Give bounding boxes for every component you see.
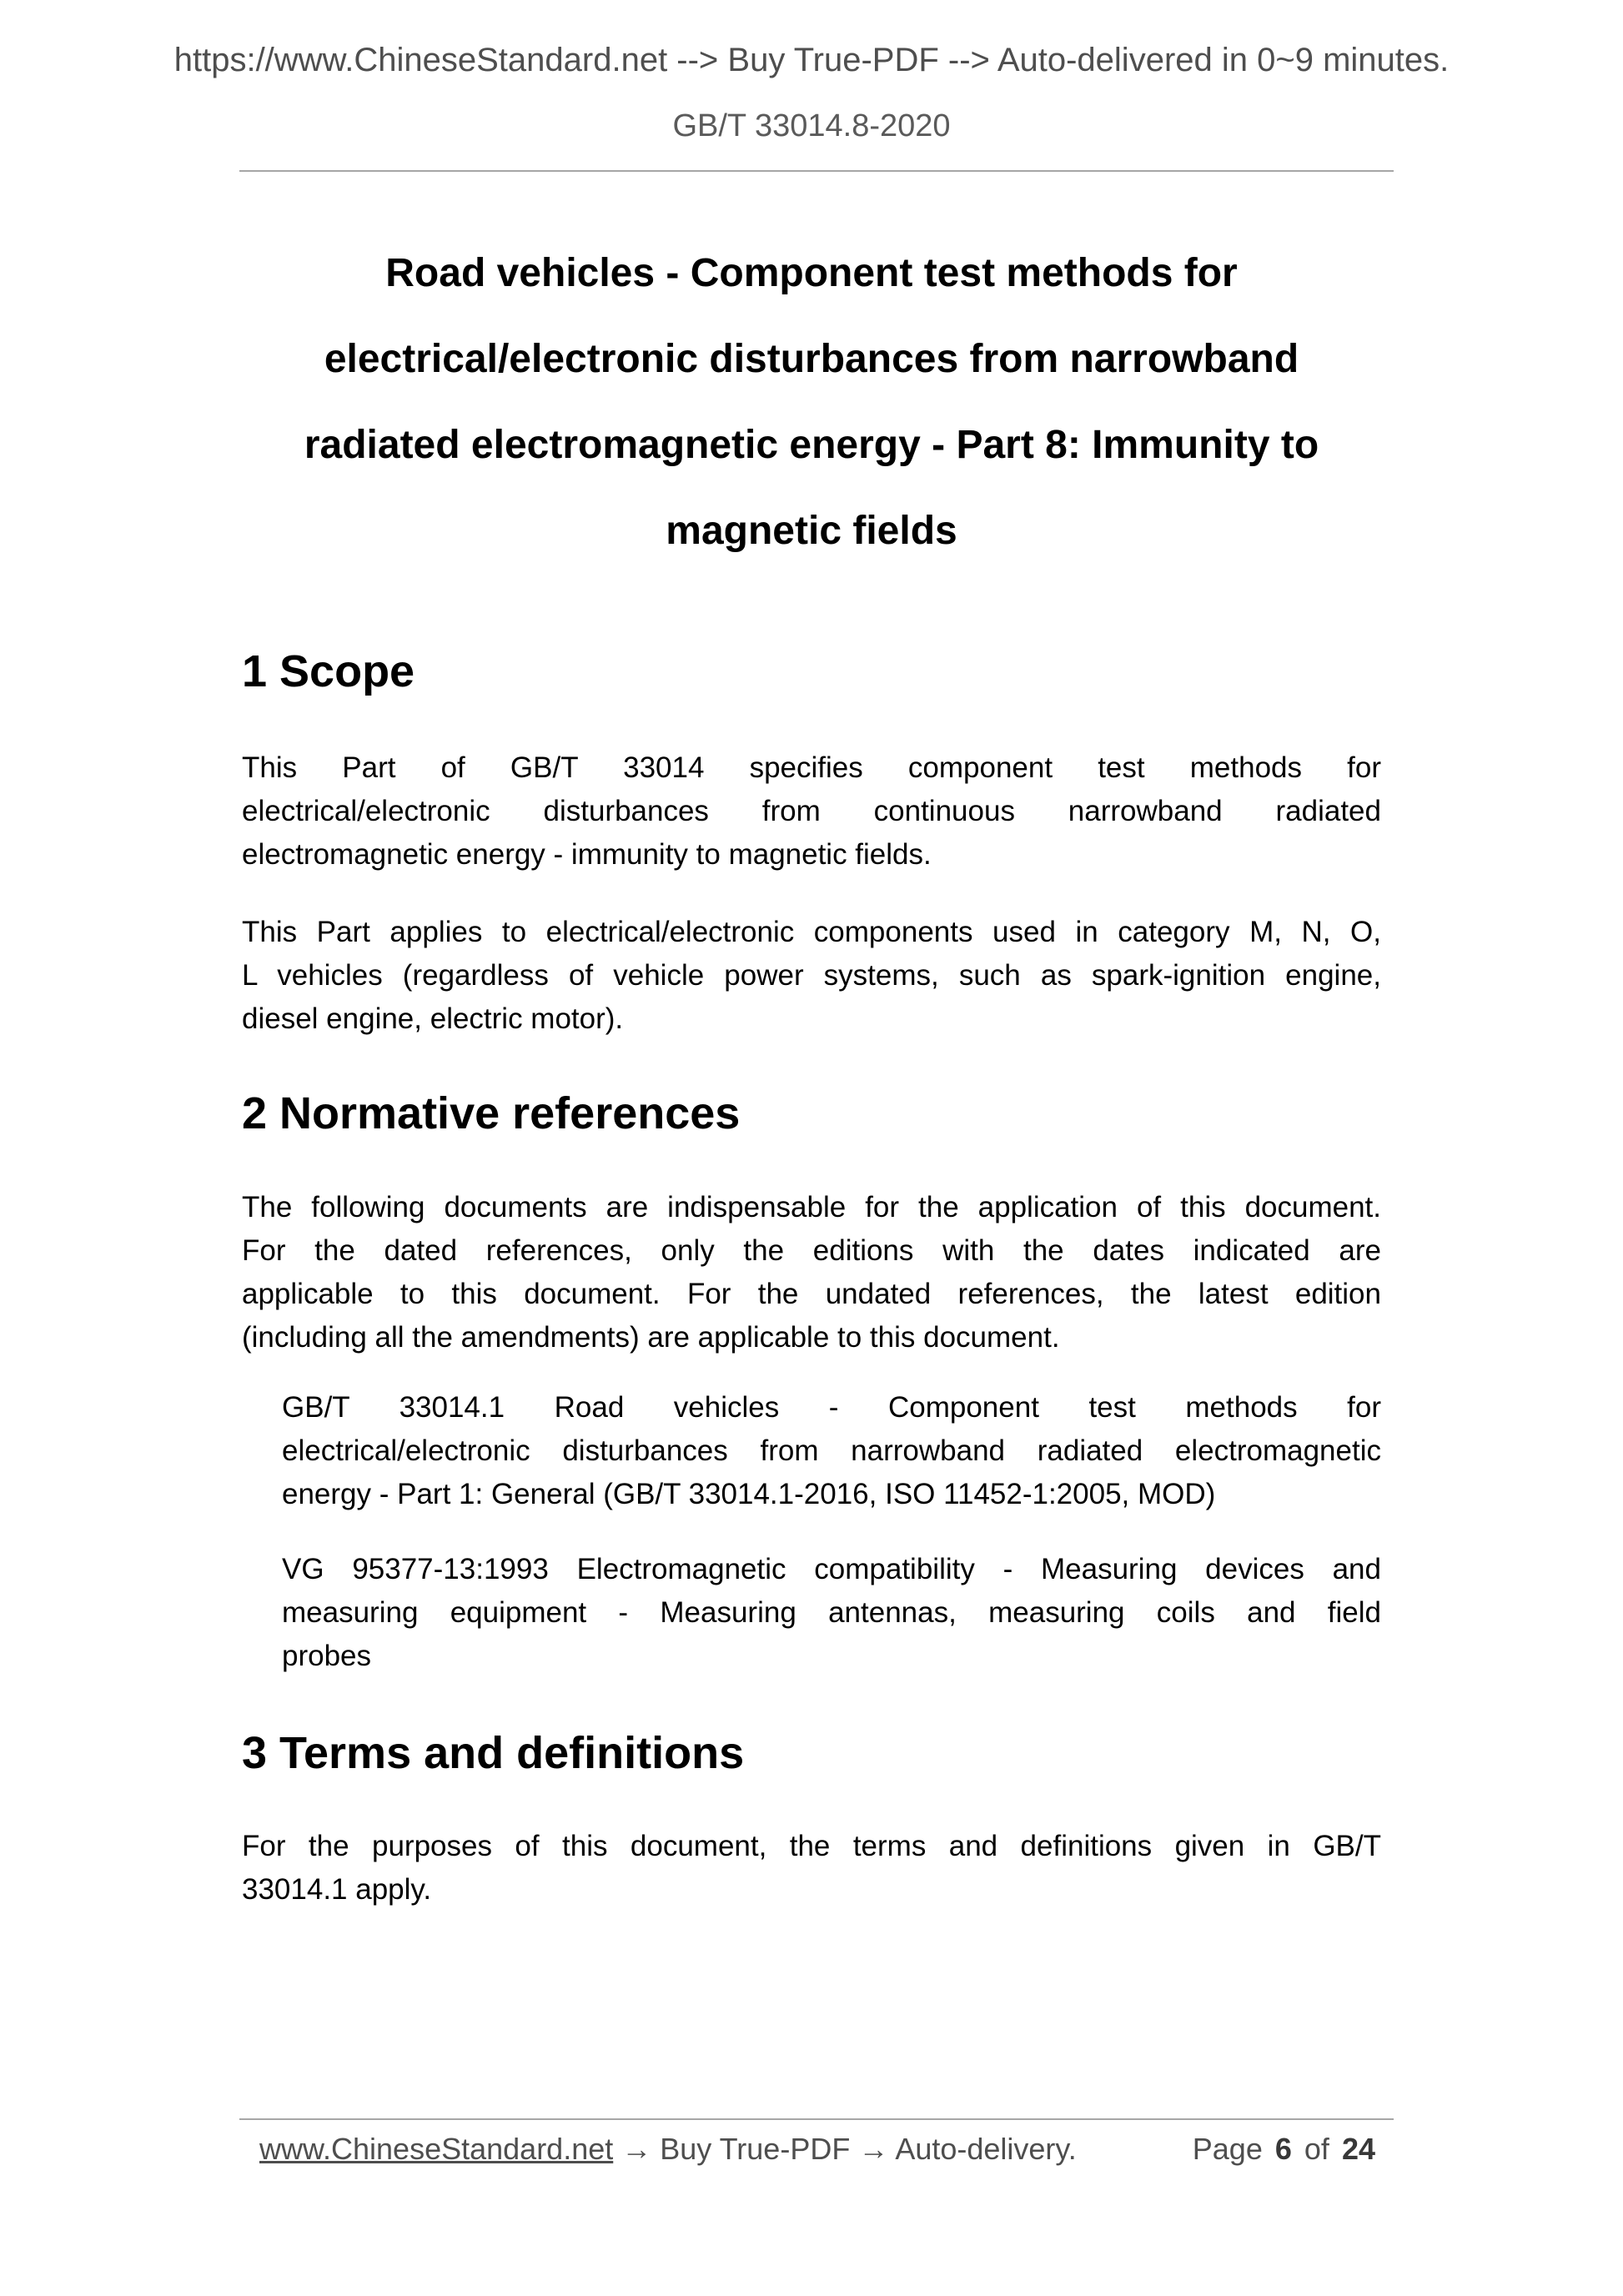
text-line: For the purposes of this document, the terms and definitions given in GB/T [242, 1830, 1381, 1862]
text-line: diesel engine, electric motor). [242, 1002, 624, 1035]
text-line: The following documents are indispensable for the application of this document. [242, 1191, 1381, 1223]
text-line: energy - Part 1: General (GB/T 33014.1-2016, ISO 11452-1:2005, MOD) [282, 1478, 1216, 1510]
text-line: electrical/electronic disturbances from continuous narrowband radiated [242, 795, 1381, 827]
text-line: (including all the amendments) are applicable to this document. [242, 1321, 1060, 1354]
page-footer [239, 2132, 1394, 2167]
title-line: Road vehicles - Component test methods for [385, 251, 1238, 295]
footer-link[interactable]: www.ChineseStandard.net [259, 2132, 614, 2166]
text-line: This Part applies to electrical/electronic components used in category M, N, O, [242, 916, 1381, 948]
of-label: of [1304, 2132, 1329, 2166]
text-line: For the dated references, only the editions with the dates indicated are [242, 1234, 1381, 1267]
reference-item [282, 1386, 1381, 1516]
page-indicator [1193, 2132, 1394, 2167]
text-line: GB/T 33014.1 Road vehicles - Component test methods for [282, 1391, 1381, 1424]
footer-link-tail: → Buy True-PDF → Auto-delivery. [613, 2132, 1077, 2166]
doc-number: GB/T 33014.8-2020 [672, 108, 951, 143]
scope-paragraph-2 [242, 911, 1381, 1041]
page-current: 6 [1274, 2132, 1292, 2166]
text-line: electromagnetic energy - immunity to magnetic fields. [242, 838, 932, 871]
text-line: probes [282, 1640, 372, 1672]
page-total: 24 [1341, 2132, 1375, 2166]
document-title [242, 230, 1381, 574]
text-line: 33014.1 apply. [242, 1873, 432, 1906]
footer-divider [239, 2118, 1394, 2120]
title-line: electrical/electronic disturbances from narrowband [324, 337, 1299, 381]
text-line: applicable to this document. For the undated references, the latest edition [242, 1278, 1381, 1310]
text-line: VG 95377-13:1993 Electromagnetic compatibility - Measuring devices and [282, 1553, 1381, 1585]
text-line: measuring equipment - Measuring antennas, measuring coils and field [282, 1596, 1381, 1629]
header-divider [239, 170, 1394, 172]
reference-item [282, 1548, 1381, 1678]
section-heading-scope: 1 Scope [242, 646, 415, 696]
scope-paragraph-1 [242, 746, 1381, 877]
title-line: radiated electromagnetic energy - Part 8: Immunity to [304, 423, 1319, 467]
title-line: magnetic fields [666, 509, 957, 553]
text-line: L vehicles (regardless of vehicle power systems, such as spark-ignition engine, [242, 959, 1381, 992]
text-line: This Part of GB/T 33014 specifies component test methods for [242, 751, 1381, 784]
section-heading-terms: 3 Terms and definitions [242, 1728, 745, 1778]
section-heading-normative: 2 Normative references [242, 1088, 741, 1138]
page-label: Page [1192, 2132, 1263, 2166]
footer-left-text [239, 2132, 1077, 2167]
text-line: electrical/electronic disturbances from narrowband radiated electromagnetic [282, 1434, 1381, 1467]
terms-paragraph [242, 1825, 1381, 1912]
normative-intro-paragraph [242, 1186, 1381, 1359]
header-url-text: https://www.ChineseStandard.net --> Buy True-PDF --> Auto-delivered in 0~9 minutes. [173, 42, 1450, 78]
